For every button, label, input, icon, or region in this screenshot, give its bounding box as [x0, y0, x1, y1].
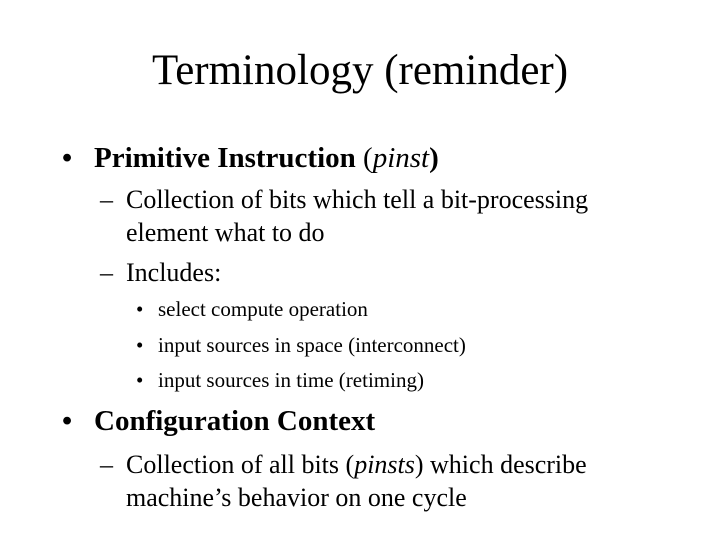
bullet-icon: • [136, 333, 144, 357]
bullet-icon: • [136, 297, 144, 321]
sub-bullet-line-1: Collection of bits which tell a bit-processing [126, 185, 589, 214]
sub-bullet-line-1 [126, 448, 660, 481]
dash-icon: – [100, 185, 113, 214]
list-item-text: input sources in space (interconnect) [158, 333, 466, 357]
list-item-text: input sources in time (retiming) [158, 368, 424, 392]
abbrev-pinsts: pinsts [354, 450, 415, 479]
bullet-icon: • [62, 142, 73, 174]
list-item-text: select compute operation [158, 297, 368, 321]
dash-icon: – [100, 258, 113, 287]
text-part: Collection of all bits ( [126, 450, 355, 479]
abbrev-pinst: pinst [372, 142, 430, 174]
bullet-icon: • [136, 368, 144, 392]
dash-icon: – [100, 450, 113, 479]
term-configuration-context: Configuration Context [94, 405, 376, 437]
sub-bullet-line-2: machine’s behavior on one cycle [126, 483, 467, 512]
text-part: ) which describe [414, 450, 587, 479]
sub-bullet-text [126, 448, 660, 514]
slide-title: Terminology (reminder) [151, 47, 569, 94]
close-paren: ) [429, 142, 439, 174]
sub-bullet-text: Includes: [126, 258, 222, 287]
sub-bullet-text [126, 183, 660, 249]
sub-bullet-line-2: element what to do [126, 218, 325, 247]
bullet-icon: • [62, 405, 73, 437]
term-primitive-instruction: Primitive Instruction [94, 142, 356, 174]
bullet-text [94, 141, 439, 175]
open-paren: ( [363, 142, 373, 174]
